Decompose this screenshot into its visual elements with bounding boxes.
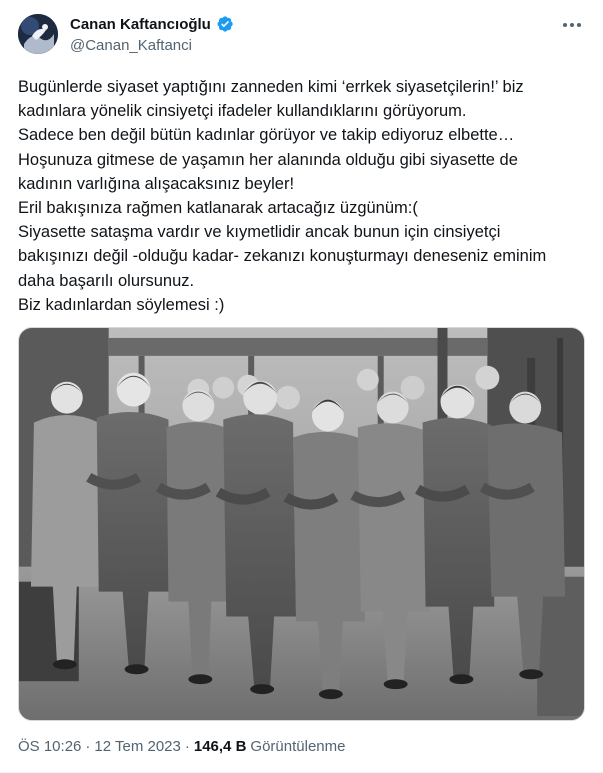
tweet-text-line: Biz kadınlardan söylemesi :) bbox=[18, 295, 225, 314]
verified-badge-icon bbox=[216, 15, 234, 33]
tweet-time[interactable]: ÖS 10:26 bbox=[18, 738, 82, 755]
tweet-text-line: Siyasette sataşma vardır ve kıymetlidir ancak bunun için cinsiyetçi bbox=[18, 223, 501, 242]
photo-women-workers-walking bbox=[19, 328, 584, 720]
avatar[interactable] bbox=[18, 14, 58, 54]
tweet-text-line: daha başarılı olursunuz. bbox=[18, 271, 195, 290]
author-handle[interactable]: @Canan_Kaftanci bbox=[70, 37, 192, 54]
tweet-meta bbox=[18, 738, 345, 755]
tweet-text-line: Bugünlerde siyaset yaptığını zanneden kimi ‘errkek siyasetçilerin!’ biz bbox=[18, 78, 524, 96]
tweet-text-line: Sadece ben değil bütün kadınlar görüyor ve takip ediyoruz elbette… bbox=[18, 126, 515, 145]
views-count[interactable]: 146,4 B bbox=[193, 738, 247, 755]
tweet-photo[interactable] bbox=[18, 327, 585, 721]
tweet-date[interactable]: 12 Tem 2023 bbox=[94, 738, 181, 755]
views-label: Görüntülenme bbox=[250, 738, 346, 755]
avatar-image bbox=[18, 14, 58, 54]
tweet-text-line: bakışınızı değil -olduğu kadar- zekanızı konuşturmayı deneseniz eminim bbox=[18, 247, 547, 266]
author-display-name[interactable]: Canan Kaftancıoğlu bbox=[70, 15, 211, 33]
author-name-row bbox=[70, 15, 234, 33]
tweet-text-line: Eril bakışınıza rağmen katlanarak artacağız üzgünüm:( bbox=[18, 199, 418, 218]
meta-separator: · bbox=[85, 738, 91, 755]
more-horizontal-icon[interactable] bbox=[561, 18, 583, 32]
meta-separator: · bbox=[184, 738, 190, 755]
tweet-text-line: kadınlara yönelik cinsiyetçi ifadeler kullandıklarını görüyorum. bbox=[18, 102, 467, 121]
tweet-text-line: Hoşunuza gitmese de yaşamın her alanında olduğu gibi siyasette de bbox=[18, 150, 518, 169]
tweet-text bbox=[18, 75, 588, 317]
tweet-text-line: kadının varlığına alışacaksınız beyler! bbox=[18, 174, 295, 193]
